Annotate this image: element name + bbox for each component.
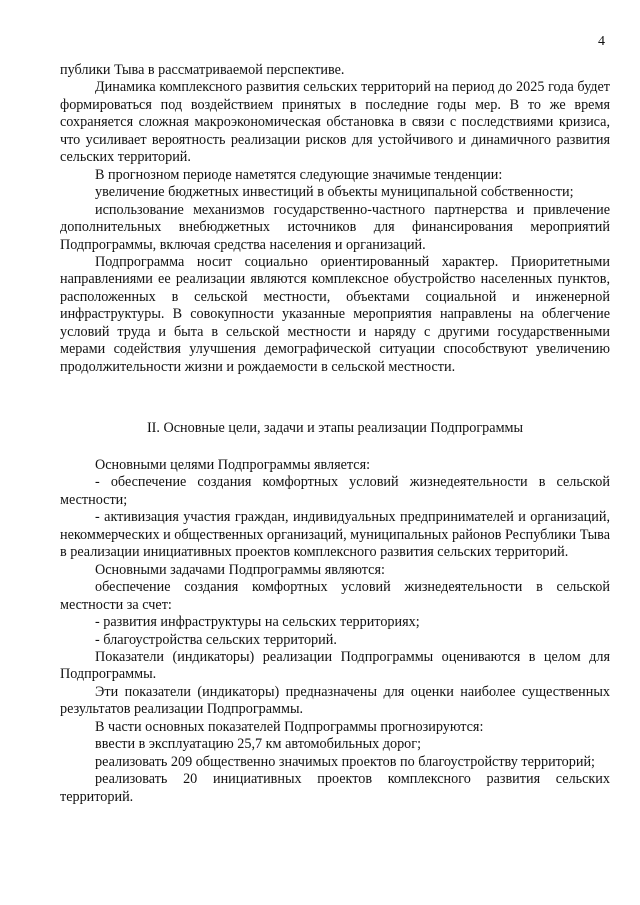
paragraph: увеличение бюджетных инвестиций в объекты муниципальной собственности; bbox=[95, 184, 574, 201]
section-goals-body bbox=[60, 457, 610, 806]
paragraph: Показатели (индикаторы) реализации Подпрограммы оцениваются в целом для Подпрограммы. bbox=[60, 648, 610, 683]
paragraph: Динамика комплексного развития сельских территорий на период до 2025 года будет формироваться под воздействием принятых в последние годы мер. В то же время сохраняется сложная макроэкономическая обстановка в связи с последствиями кризиса, что усиливает вероятность реализации рисков для устойчивого и динамичного развития сельских территорий. bbox=[60, 79, 610, 166]
paragraph: обеспечение создания комфортных условий жизнедеятельности в сельской местности за счет: bbox=[60, 579, 610, 613]
paragraph: - обеспечение создания комфортных условий жизнедеятельности в сельской местности; bbox=[60, 474, 610, 508]
section-heading: II. Основные цели, задачи и этапы реализации Подпрограммы bbox=[146, 420, 524, 436]
paragraph: публики Тыва в рассматриваемой перспективе. bbox=[60, 62, 345, 78]
paragraph: использование механизмов государственно-частного партнерства и привлечение дополнительных внебюджетных источников для финансирования мероприятий Подпрограммы, включая средства населения и организаций. bbox=[60, 201, 610, 253]
paragraph: Основными целями Подпрограммы является: bbox=[95, 457, 371, 473]
paragraph: Основными задачами Подпрограммы являются: bbox=[95, 561, 385, 578]
paragraph: ввести в эксплуатацию 25,7 км автомобильных дорог; bbox=[95, 736, 422, 753]
paragraph: реализовать 20 инициативных проектов комплексного развития сельских территорий. bbox=[60, 771, 610, 805]
paragraph: В части основных показателей Подпрограммы прогнозируются: bbox=[95, 718, 484, 735]
paragraph: реализовать 209 общественно значимых проектов по благоустройству территорий; bbox=[95, 753, 595, 770]
paragraph: В прогнозном периоде наметятся следующие значимые тенденции: bbox=[95, 166, 503, 183]
paragraph: - развития инфраструктуры на сельских территориях; bbox=[95, 614, 420, 631]
paragraph: Эти показатели (индикаторы) предназначены для оценки наиболее существенных результатов реализации Подпрограммы. bbox=[60, 683, 610, 718]
section-intro-body bbox=[60, 62, 610, 376]
paragraph: Подпрограмма носит социально ориентированный характер. Приоритетными направлениями ее реализации являются комплексное обустройство населенных пунктов, расположенных в сельской местности, объектами социальной и инженерной инфраструктуры. В совокупности указанные мероприятия направлены на облегчение условий труда и быта в сельской местности и наряду с другими государственными мерами содействия улучшения демографической ситуации способствуют увеличению продолжительности жизни и рождаемости в сельской местности. bbox=[60, 253, 610, 375]
paragraph: - активизация участия граждан, индивидуальных предпринимателей и организаций, некоммерческих и общественных организаций, муниципальных районов Республики Тыва в реализации инициативных проектов комплексного развития сельских территорий. bbox=[60, 509, 610, 561]
paragraph: - благоустройства сельских территорий. bbox=[95, 631, 337, 648]
page-number: 4 bbox=[598, 34, 605, 49]
